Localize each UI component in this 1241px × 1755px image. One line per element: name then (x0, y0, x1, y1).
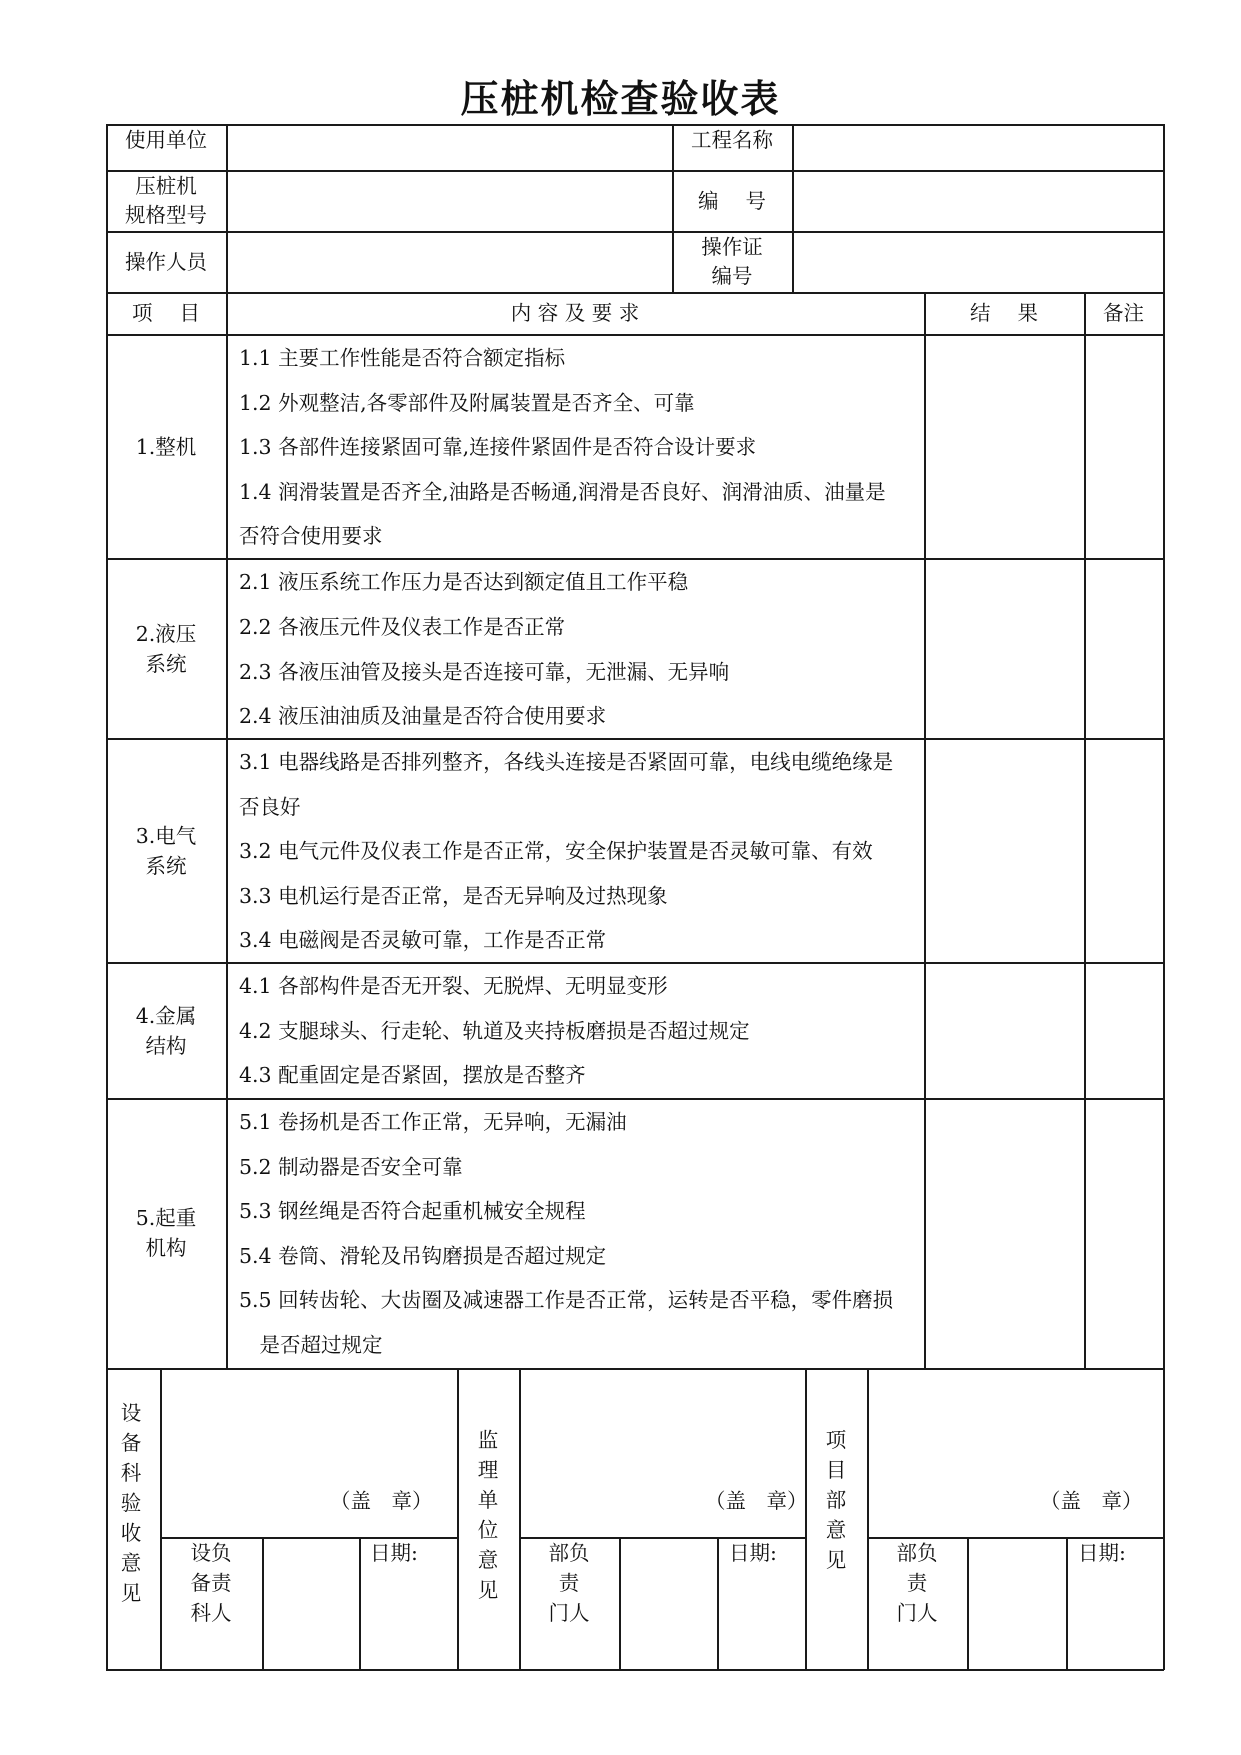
supervision-date-label: 日期: (729, 1541, 777, 1565)
equipment-seal: （盖 章） (330, 1489, 433, 1513)
unit-value-cell[interactable] (228, 126, 671, 169)
supervision-unit-title: 监理单位意见 (477, 1428, 499, 1602)
equipment-dept-title: 设备科验收意见 (120, 1401, 142, 1605)
section-name: 结构 (145, 1034, 187, 1058)
model-label-line1: 压桩机 (135, 174, 197, 198)
equipment-date-label: 日期: (370, 1541, 418, 1565)
equipment-responsible-line2: 备责 (190, 1571, 232, 1595)
requirement-line: 3.1 电器线路是否排列整齐，各线头连接是否紧固可靠，电线电缆绝缘是 (239, 750, 894, 774)
project-name-label: 工程名称 (691, 128, 773, 152)
unit-label: 使用单位 (125, 128, 207, 152)
requirement-line: 5.4 卷筒、滑轮及吊钩磨损是否超过规定 (239, 1244, 607, 1268)
supervision-responsible-line1: 部负 (548, 1541, 590, 1565)
column-result: 结 果 (969, 301, 1039, 325)
project-responsible-line1: 部负 (896, 1541, 938, 1565)
requirement-line: 5.3 钢丝绳是否符合起重机械安全规程 (239, 1199, 586, 1223)
requirement-line: 5.2 制动器是否安全可靠 (239, 1155, 463, 1179)
requirement-line: 2.1 液压系统工作压力是否达到额定值且工作平稳 (239, 570, 689, 594)
section-name: 机构 (145, 1236, 187, 1260)
requirement-line: 5.1 卷扬机是否工作正常，无异响，无漏油 (239, 1110, 627, 1134)
certificate-value-cell[interactable] (794, 233, 1162, 291)
serial-number-label: 编 号 (697, 189, 767, 213)
equipment-responsible-line3: 科人 (190, 1601, 232, 1625)
certificate-label-line2: 编号 (711, 264, 753, 288)
project-dept-title: 项目部意见 (825, 1428, 847, 1572)
supervision-responsible-line3: 门人 (548, 1601, 590, 1625)
project-seal: （盖 章） (1040, 1489, 1143, 1513)
requirement-line: 5.5 回转齿轮、大齿圈及减速器工作是否正常，运转是否平稳，零件磨损 (239, 1288, 894, 1312)
operator-label: 操作人员 (125, 250, 207, 274)
requirement-line: 2.3 各液压油管及接头是否连接可靠，无泄漏、无异响 (239, 660, 730, 684)
column-content: 内 容 及 要 求 (510, 301, 640, 325)
model-label-line2: 规格型号 (125, 203, 207, 227)
requirement-line: 4.3 配重固定是否紧固，摆放是否整齐 (239, 1063, 586, 1087)
project-name-value-cell[interactable] (794, 126, 1162, 169)
requirement-line: 1.3 各部件连接紧固可靠,连接件紧固件是否符合设计要求 (239, 435, 757, 459)
requirement-line: 3.2 电气元件及仪表工作是否正常，安全保护装置是否灵敏可靠、有效 (239, 839, 873, 863)
requirement-line: 3.4 电磁阀是否灵敏可靠，工作是否正常 (239, 928, 607, 952)
section-name: 4.金属 (135, 1004, 197, 1028)
section-name: 3.电气 (135, 824, 197, 848)
section-name: 2.液压 (135, 622, 197, 646)
requirement-line: 2.2 各液压元件及仪表工作是否正常 (239, 615, 566, 639)
supervision-responsible-line2: 责 (558, 1571, 580, 1595)
requirement-line: 4.2 支腿球头、行走轮、轨道及夹持板磨损是否超过规定 (239, 1019, 750, 1043)
project-date-label: 日期: (1078, 1541, 1126, 1565)
requirement-line: 否符合使用要求 (239, 524, 383, 548)
project-responsible-line2: 责 (906, 1571, 928, 1595)
section-name: 系统 (145, 652, 187, 676)
requirement-line: 4.1 各部构件是否无开裂、无脱焊、无明显变形 (239, 974, 668, 998)
serial-number-value-cell[interactable] (794, 172, 1162, 230)
supervision-seal: （盖 章） (705, 1489, 808, 1513)
column-remark: 备注 (1103, 301, 1144, 325)
operator-value-cell[interactable] (228, 233, 671, 291)
section-name: 系统 (145, 854, 187, 878)
requirement-line: 2.4 液压油油质及油量是否符合使用要求 (239, 704, 607, 728)
section-name: 5.起重 (135, 1206, 197, 1230)
requirement-line: 是否超过规定 (239, 1333, 383, 1357)
model-value-cell[interactable] (228, 172, 671, 230)
section-name: 1.整机 (135, 435, 197, 459)
requirement-line: 1.2 外观整洁,各零部件及附属装置是否齐全、可靠 (239, 391, 695, 415)
column-item: 项 目 (131, 301, 201, 325)
requirement-line: 1.1 主要工作性能是否符合额定指标 (239, 346, 566, 370)
requirement-line: 3.3 电机运行是否正常，是否无异响及过热现象 (239, 884, 668, 908)
equipment-responsible-line1: 设负 (190, 1541, 232, 1565)
form-title: 压桩机检查验收表 (460, 77, 781, 121)
project-responsible-line3: 门人 (896, 1601, 938, 1625)
requirement-line: 否良好 (239, 795, 301, 819)
certificate-label-line1: 操作证 (701, 235, 763, 259)
requirement-line: 1.4 润滑装置是否齐全,油路是否畅通,润滑是否良好、润滑油质、油量是 (239, 480, 886, 504)
